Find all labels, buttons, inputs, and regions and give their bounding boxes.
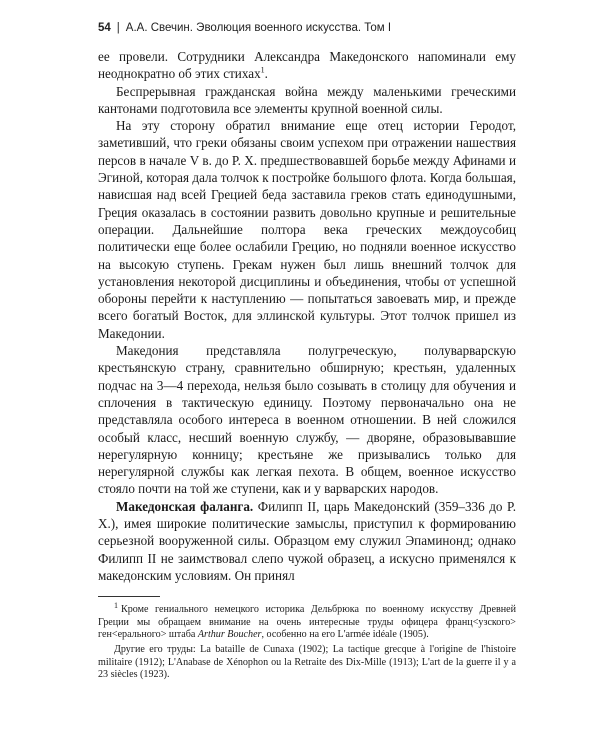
header-separator: | (116, 22, 120, 34)
paragraph-3: На эту сторону обратил внимание еще отец истории Геродот, заметивший, что греки обязаны своим успехом при отражении нашествия персов в начале V в. до Р. Х. предшествовавшей борьбе между Афинами и Эгиной, которая дала толчок к постройке большого флота. Когда большая, нависшая над всей Грецией беда заставила греков стать единодушными, Греция оказалась в состоянии развить довольно крупные и решительные операции. Дальнейшие полтора века греческих междоусобиц политически еще более ослабили Грецию, но подняли военное искусство на высокую ступень. Грекам нужен был лишь внешний толчок для установления некоторой дисциплины и объединения, чтобы от успешной обороны перейти к наступлению — попытаться завоевать мир, и прежде всего богатый Восток, для эллинской культуры. Этот толчок пришел из Македонии. (98, 118, 516, 341)
footnote-1-text-b: , особенно на его L'armée idéale (1905). (261, 629, 429, 641)
footnote-1-mark: 1 (114, 600, 118, 610)
page-number: 54 (98, 22, 111, 34)
paragraph-1-end: . (264, 66, 268, 82)
footnote-1-continued: Другие его труды: La bataille de Cunaxa (1902); La tactique grecque à l'origine de l'histoire militaire (1912); L'Anabase de Xénophon ou la Retraite des Dix-Mille (1913); L'art de la guerre il y a 23 siècles (1923). (98, 644, 516, 681)
footnote-1-text-a: Кроме гениального немецкого историка Дельбрюка по военному искусству Древней Греции мы обращаем внимание на очень интересные труды офицера франц<узского> ген<ерального> штаба (98, 604, 516, 641)
paragraph-5-text: Филипп II, царь Македонский (359–336 до Р. Х.), имея широкие политические замыслы, приступил к формированию серьезной вооруженной силы. Образцом ему служил Эпаминонд; однако Филипп II не заимствовал слепо чужой образец, а искусно применялся к македонским условиям. Он принял (98, 498, 516, 583)
footnote-ref-1: 1 (260, 65, 265, 75)
running-header (98, 20, 516, 36)
paragraph-4: Македония представляла полугреческую, полуварварскую крестьянскую страну, сравнительно обширную; крестьян, удаленных подчас на 3—4 перехода, нельзя было созывать в столицу для обучения и сплочения в тактическую единицу. Поэтому первоначально она не представляла особого интереса в военном отношении. В ней сложился особый класс, несший военную службу, — дворяне, образовывавшие нерегулярную конницу; крестьяне же призывались только для нерегулярной службы как легкая пехота. В общем, военное искусство стояло почти на той же ступени, как и у варварских народов. (98, 343, 516, 497)
paragraph-5 (98, 498, 516, 584)
paragraph-1 (98, 48, 516, 83)
main-text (98, 48, 516, 584)
paragraph-1-text: ее провели. Сотрудники Александра Македонского напоминали ему неоднократно об этих стихах (98, 49, 516, 82)
section-heading-macedonian-phalanx: Македонская фаланга. (116, 498, 254, 514)
running-title: А.А. Свечин. Эволюция военного искусства. Том I (125, 22, 392, 34)
footnote-rule (98, 596, 160, 597)
footnote-1-author: Arthur Boucher (197, 629, 262, 641)
footnotes (98, 600, 516, 681)
paragraph-2: Беспрерывная гражданская война между маленькими греческими кантонами подготовила все элементы крупной военной силы. (98, 83, 516, 116)
footnote-1 (98, 600, 516, 641)
